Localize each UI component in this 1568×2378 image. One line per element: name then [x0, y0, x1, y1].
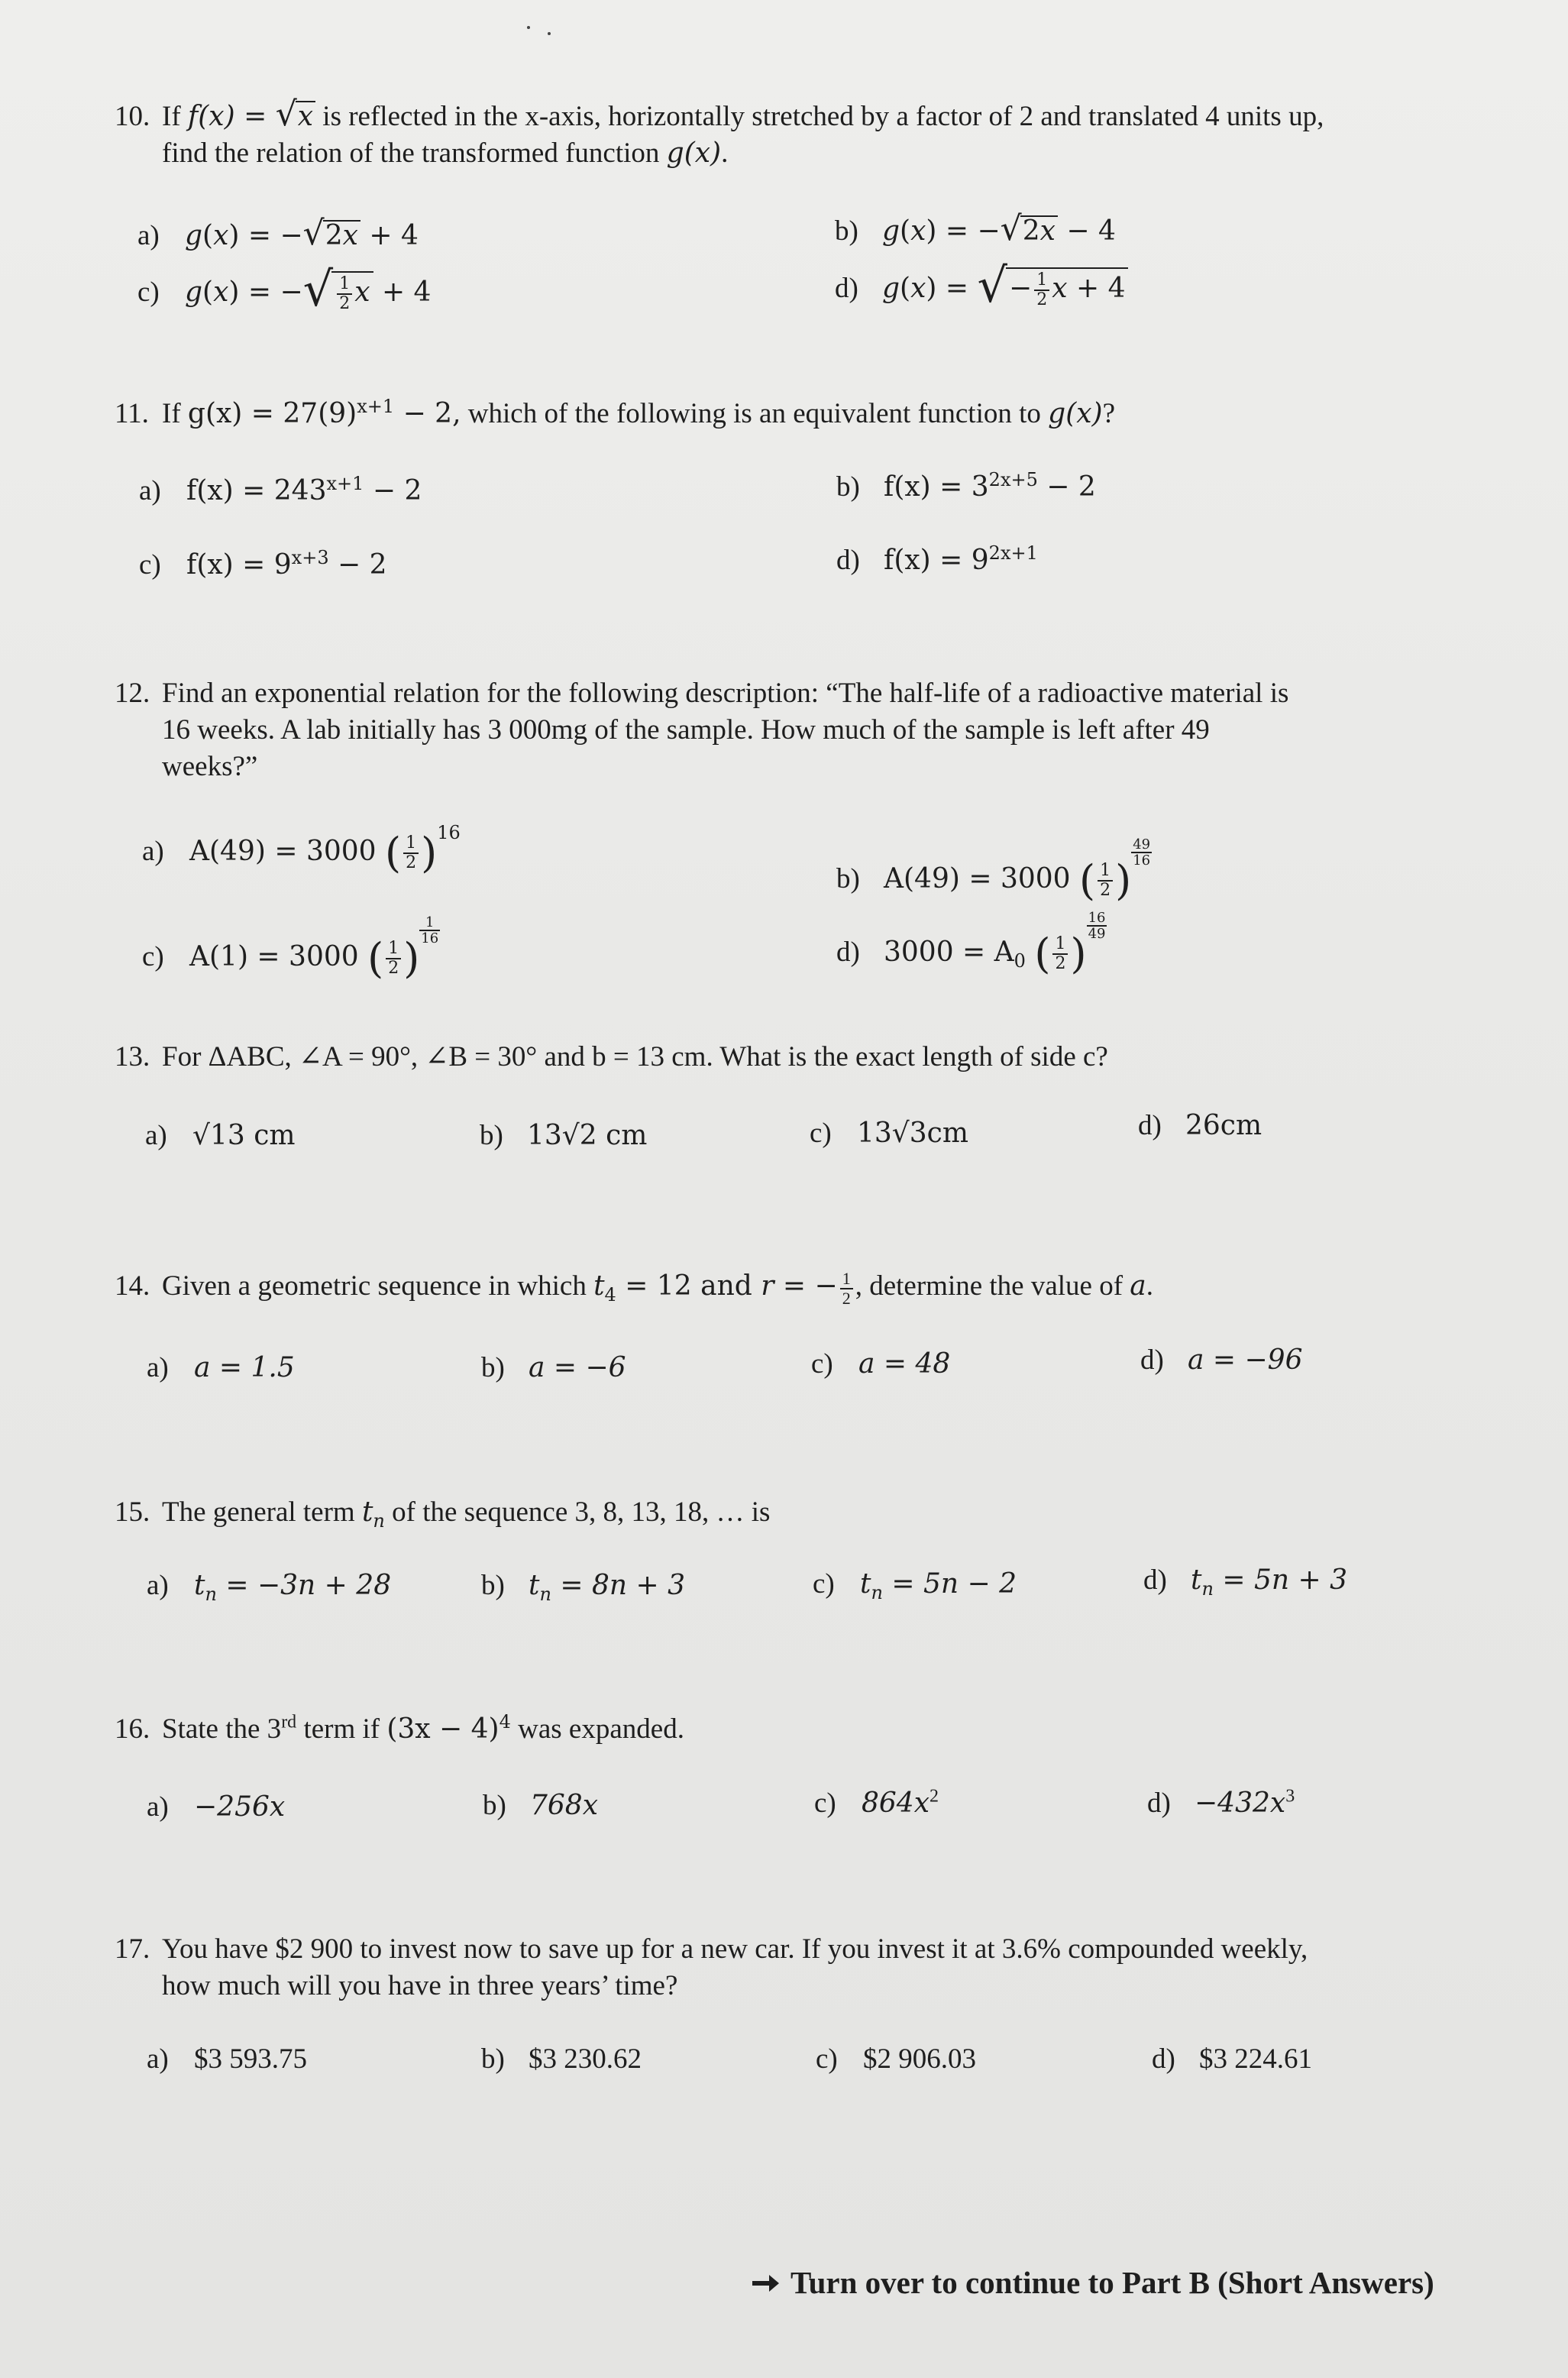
math-tail: − 2 — [1037, 471, 1096, 503]
option-math: A(49) = 3000 ( $\frac{1}{2}$ )$^{16}$ — [189, 822, 461, 877]
fraction-exponent — [419, 915, 440, 946]
math-expr: r = − — [761, 1270, 838, 1302]
math-expr: f(x) — [187, 101, 235, 132]
question-number: 17. — [115, 1933, 150, 1965]
question-number: 16. — [115, 1713, 150, 1745]
option-c[interactable] — [816, 2041, 976, 2078]
math-base: g(x) = 27(9) — [187, 398, 357, 429]
math-subscript: n — [539, 1584, 551, 1606]
option-b[interactable] — [481, 1568, 685, 1613]
option-b[interactable] — [481, 1350, 626, 1386]
option-math: $3000 = A_0$ ( $\frac{1}{2}$ ) $\frac{16}{49}$ — [884, 910, 1106, 978]
option-math — [884, 542, 1038, 576]
option-label: a) — [137, 220, 160, 251]
question-text: , determine the value of — [855, 1270, 1130, 1302]
question-text: of the sequence 3, 8, 13, 18, … is — [384, 1496, 771, 1528]
option-label: b) — [480, 1120, 503, 1151]
question-text: If — [162, 398, 188, 429]
math-base: 3000 = A — [884, 937, 1014, 968]
math-exponent: 3 — [1285, 1786, 1295, 1807]
math-rhs: = 5n + 3 — [1213, 1564, 1348, 1596]
option-math — [194, 1570, 392, 1606]
option-b[interactable] — [480, 1118, 647, 1154]
question-12 — [115, 675, 1489, 785]
option-math — [1191, 1564, 1348, 1600]
option-c[interactable] — [137, 261, 432, 317]
option-label: a) — [139, 475, 161, 506]
option-math — [186, 475, 422, 506]
speck — [527, 26, 530, 29]
math-expr — [386, 1713, 511, 1745]
option-label: a) — [142, 836, 164, 867]
question-text: was expanded. — [510, 1713, 684, 1745]
question-text: For ΔABC, ∠A = 90°, ∠B = 30° and b = 13 cm. What is the exact length of side c? — [162, 1041, 1108, 1073]
math-subscript: n — [871, 1582, 883, 1604]
option-math: 768x — [530, 1790, 599, 1821]
option-label: a) — [147, 1570, 169, 1601]
option-text: $3 593.75 — [194, 2043, 307, 2075]
math-expr: g(x) — [666, 138, 722, 169]
option-math: 13√3cm — [857, 1118, 968, 1149]
option-math: 26cm — [1185, 1110, 1262, 1141]
option-a[interactable] — [145, 1118, 296, 1154]
math-var: t — [593, 1270, 605, 1302]
question-15 — [115, 1494, 1489, 1539]
option-math: √13 cm — [192, 1120, 296, 1151]
math-subscript: 0 — [1014, 950, 1026, 972]
math-expr: g(x) — [1048, 398, 1103, 429]
math-var: t — [529, 1570, 540, 1601]
option-label: b) — [835, 215, 858, 247]
question-text: . — [721, 138, 729, 169]
option-d[interactable] — [836, 542, 1038, 579]
math-subscript: n — [373, 1510, 385, 1532]
math-var: a — [1130, 1270, 1146, 1302]
option-math: 864x — [862, 1788, 930, 1819]
option-label: d) — [1152, 2043, 1175, 2075]
math-expr — [361, 1496, 385, 1532]
option-c[interactable] — [813, 1566, 1017, 1611]
option-label: b) — [836, 863, 860, 895]
option-a[interactable] — [147, 1789, 285, 1826]
option-math: g(x) = −√2x + 4 — [185, 214, 419, 253]
fraction-exponent — [1087, 911, 1107, 941]
option-label: c) — [137, 277, 160, 308]
option-math: g(x) = −√ $\frac{1}{2}$ x + 4 — [185, 261, 432, 317]
question-14 — [115, 1268, 1489, 1313]
question-number: 12. — [115, 678, 150, 709]
ordinal-suffix: rd — [281, 1712, 297, 1733]
question-text: ? — [1102, 398, 1116, 429]
question-text: how much will you have in three years’ time? — [162, 1970, 678, 2001]
option-label: b) — [836, 471, 860, 503]
exponent-denominator: 16 — [1133, 853, 1151, 869]
question-text: which of the following is an equivalent function to — [461, 398, 1049, 429]
question-13 — [115, 1039, 1489, 1076]
math-subscript: 4 — [604, 1284, 616, 1306]
math-tail: − 2 — [364, 475, 422, 506]
option-b[interactable] — [483, 1788, 598, 1824]
fraction-denominator: 2 — [842, 1288, 851, 1308]
math-var: t — [194, 1570, 205, 1601]
question-text: State the 3 — [162, 1713, 282, 1745]
option-a[interactable] — [147, 1350, 295, 1386]
math-expr: = 12 and — [616, 1270, 761, 1302]
option-math: g(x) = √− $\frac{1}{2}$ x + 4 — [882, 273, 1128, 304]
exponent-numerator: 16 — [1088, 910, 1106, 926]
option-label: a) — [147, 2043, 169, 2075]
option-label: d) — [1143, 1564, 1167, 1596]
question-text: Find an exponential relation for the following description: “The half-life of a radioactive material is — [162, 678, 1289, 709]
option-math: a = 1.5 — [194, 1352, 295, 1383]
math-var: t — [361, 1496, 373, 1528]
option-label: d) — [1140, 1344, 1164, 1376]
question-number: 13. — [115, 1041, 150, 1073]
math-base: f(x) = 9 — [884, 545, 989, 576]
option-math: a = −96 — [1188, 1344, 1303, 1376]
math-rhs: = 8n + 3 — [551, 1570, 686, 1601]
option-d[interactable] — [835, 257, 1128, 313]
math-base: f(x) = 9 — [186, 549, 292, 581]
option-d[interactable] — [1152, 2041, 1312, 2078]
option-math — [860, 1568, 1017, 1604]
option-label: b) — [481, 2043, 505, 2075]
option-label: b) — [481, 1570, 505, 1601]
math-rhs: = −3n + 28 — [216, 1570, 392, 1601]
math-tail: − 2, — [394, 398, 461, 429]
option-math: −432x — [1195, 1788, 1286, 1819]
option-d[interactable] — [1140, 1342, 1303, 1379]
option-label: c) — [814, 1788, 836, 1819]
question-text: Given a geometric sequence in which — [162, 1270, 594, 1302]
option-math: a = 48 — [858, 1348, 951, 1380]
option-label: a) — [147, 1352, 169, 1383]
option-label: c) — [810, 1118, 832, 1149]
math-exponent: x+1 — [326, 473, 364, 494]
option-c[interactable] — [814, 1785, 939, 1822]
option-label: d) — [836, 937, 860, 968]
question-text: is reflected in the x-axis, horizontally stretched by a factor of 2 and translated 4 units up, — [315, 101, 1324, 132]
question-text: find the relation of the transformed function — [162, 138, 667, 169]
footer-note — [752, 2264, 1434, 2301]
question-11 — [115, 396, 1489, 432]
option-label: b) — [481, 1352, 505, 1383]
math-exponent: 4 — [499, 1711, 511, 1733]
option-label: c) — [816, 2043, 838, 2075]
option-c[interactable] — [142, 914, 440, 982]
fraction-numerator: 1 — [840, 1270, 853, 1289]
math-exponent: x+1 — [357, 396, 395, 417]
question-text: . — [1146, 1270, 1154, 1302]
option-math: −256x — [194, 1791, 286, 1823]
option-text: $3 224.61 — [1199, 2043, 1312, 2075]
math-var: t — [860, 1568, 871, 1600]
option-math — [529, 1570, 686, 1606]
option-b[interactable] — [481, 2041, 642, 2078]
math-base: A(1) = 3000 — [189, 941, 359, 972]
exponent-denominator: 49 — [1088, 926, 1106, 942]
math-base: f(x) = 243 — [186, 475, 327, 506]
question-text: term if — [296, 1713, 387, 1745]
math-exponent: 16 — [437, 822, 461, 843]
option-d[interactable] — [1147, 1785, 1295, 1822]
option-label: c) — [139, 549, 161, 581]
fraction — [840, 1270, 853, 1308]
exponent-denominator: 16 — [421, 930, 439, 946]
exponent-numerator: 49 — [1133, 836, 1151, 853]
option-label: c) — [813, 1568, 835, 1600]
right-arrow-icon — [752, 2264, 780, 2301]
option-math — [186, 549, 387, 581]
option-a[interactable] — [142, 822, 461, 877]
question-number: 11. — [115, 398, 149, 429]
option-math: a = −6 — [529, 1352, 626, 1383]
question-text: weeks?” — [162, 751, 258, 782]
option-text: $2 906.03 — [863, 2043, 976, 2075]
option-c[interactable] — [811, 1346, 950, 1383]
option-label: d) — [1138, 1110, 1162, 1141]
option-b[interactable] — [836, 836, 1152, 904]
question-10: 10. If f(x) = √x is reflected in the x-axis, horizontally stretched by a factor of 2 and translated 4 units up, find the relation of the transformed function g(x). — [115, 95, 1324, 169]
question-text: The general term — [162, 1496, 362, 1528]
question-text: If — [162, 101, 188, 132]
option-c[interactable] — [139, 547, 387, 584]
math-exponent: 2x+5 — [988, 469, 1038, 490]
option-label: b) — [483, 1790, 506, 1821]
question-number: 15. — [115, 1496, 150, 1528]
option-b[interactable] — [836, 469, 1096, 506]
option-label: d) — [836, 545, 860, 576]
option-d[interactable] — [1138, 1108, 1262, 1144]
math-expr — [593, 1270, 616, 1306]
math-exponent: x+3 — [291, 547, 329, 568]
math-rhs: = 5n − 2 — [882, 1568, 1017, 1600]
option-math: 13√2 cm — [527, 1120, 648, 1151]
option-label: a) — [145, 1120, 167, 1151]
math-subscript: n — [1201, 1578, 1214, 1600]
option-label: a) — [147, 1791, 169, 1823]
math-base: A(49) = 3000 — [189, 836, 377, 867]
math-base: (3x − 4) — [386, 1713, 499, 1745]
math-tail: − 2 — [328, 549, 387, 581]
option-label: d) — [835, 273, 858, 304]
option-a[interactable] — [137, 215, 419, 254]
exponent-numerator: 1 — [419, 915, 440, 931]
option-d[interactable] — [1143, 1562, 1347, 1607]
option-d[interactable] — [836, 911, 1107, 979]
option-math: A(49) = 3000 ( $\frac{1}{2}$ ) $\frac{49}{16}$ — [884, 836, 1151, 904]
option-b[interactable] — [835, 211, 1116, 250]
question-17 — [115, 1931, 1489, 2004]
option-c[interactable] — [810, 1115, 968, 1152]
math-base: f(x) = 3 — [884, 471, 989, 503]
option-math — [884, 471, 1096, 503]
question-number: 14. — [115, 1270, 150, 1302]
option-a[interactable] — [139, 473, 422, 510]
math-base: A(49) = 3000 — [884, 863, 1071, 895]
option-math: A(1) = 3000 ( $\frac{1}{2}$ ) $\frac{1}{16}$ — [189, 914, 439, 982]
math-var: t — [1191, 1564, 1202, 1596]
question-text: You have $2 900 to invest now to save up for a new car. If you invest it at 3.6% compounded weekly, — [162, 1933, 1308, 1965]
fraction-exponent — [1131, 837, 1152, 868]
option-label: d) — [1147, 1788, 1171, 1819]
math-exponent: 2 — [929, 1786, 939, 1807]
question-16 — [115, 1711, 1489, 1748]
math-subscript: n — [205, 1584, 217, 1606]
option-a[interactable] — [147, 1568, 391, 1613]
option-math: g(x) = −√2x − 4 — [882, 209, 1116, 248]
question-text: 16 weeks. A lab initially has 3 000mg of the sample. How much of the sample is left after 49 — [162, 714, 1210, 746]
math-expr — [188, 398, 461, 429]
option-text: $3 230.62 — [529, 2043, 642, 2075]
footer-text: Turn over to continue to Part B (Short Answers) — [790, 2265, 1434, 2300]
option-label: c) — [811, 1348, 833, 1380]
question-number: 10. — [115, 101, 150, 132]
option-a[interactable] — [147, 2041, 307, 2078]
option-label: c) — [142, 941, 164, 972]
speck — [548, 32, 551, 35]
math-exponent: 2x+1 — [988, 542, 1038, 564]
